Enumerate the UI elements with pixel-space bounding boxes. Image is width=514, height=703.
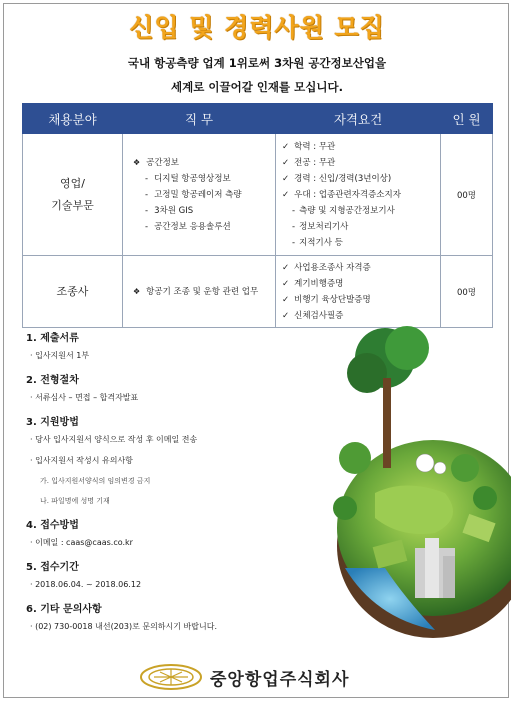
intro-line-1: 국내 항공측량 업계 1위로써 3차원 공간정보산업을 xyxy=(127,56,387,70)
duty-main: ❖ 항공기 조종 및 운항 관련 업무 xyxy=(133,284,274,300)
duty-item: - 공간정보 응용솔루션 xyxy=(133,219,274,235)
count-cell: 00명 xyxy=(441,134,493,256)
section-title: 1. 제출서류 xyxy=(26,333,79,344)
section-period xyxy=(26,559,356,592)
requirement-item: ✓ 비행기 육상단발증명 xyxy=(282,292,439,308)
intro-line-2: 세계로 이끌어갈 인재를 모십니다. xyxy=(171,80,343,94)
table-header-row xyxy=(23,104,493,134)
duty-item: - 3차원 GIS xyxy=(133,203,274,219)
header-count: 인 원 xyxy=(441,104,493,134)
table-row xyxy=(23,256,493,328)
section-item: · 입사지원서 작성시 유의사항 xyxy=(30,456,133,465)
section-item: · 당사 입사지원서 양식으로 작성 후 이메일 전송 xyxy=(30,435,198,444)
duty-item: - 고정밀 항공레이저 측량 xyxy=(133,187,274,203)
company-footer xyxy=(140,660,400,694)
duty-cell xyxy=(123,256,276,328)
requirements-cell xyxy=(276,134,441,256)
requirement-item: ✓ 경력 : 신입/경력(3년이상) xyxy=(282,171,439,187)
field-label: 영업/ xyxy=(60,176,85,190)
globe-illustration xyxy=(315,318,511,653)
section-item: · 2018.06.04. ~ 2018.06.12 xyxy=(30,580,142,589)
info-sections xyxy=(26,330,356,634)
requirement-item: ✓ 전공 : 무관 xyxy=(282,155,439,171)
poster-title: 신입 및 경력사원 모집 xyxy=(129,13,385,42)
field-cell: 조종사 xyxy=(23,256,123,328)
section-title: 5. 접수기간 xyxy=(26,562,79,573)
count-cell: 00명 xyxy=(441,256,493,328)
section-apply-method xyxy=(26,414,356,508)
section-inquiry xyxy=(26,601,356,634)
recruitment-table xyxy=(22,103,493,328)
table-row xyxy=(23,134,493,256)
requirement-sub-item: - 측량 및 지형공간정보기사 xyxy=(282,203,439,219)
duty-cell xyxy=(123,134,276,256)
duty-main: ❖ 공간정보 xyxy=(133,155,274,171)
section-title: 3. 지원방법 xyxy=(26,417,79,428)
field-cell xyxy=(23,134,123,256)
requirement-item: ✓ 사업용조종사 자격증 xyxy=(282,260,439,276)
section-documents xyxy=(26,330,356,363)
field-label: 기술부문 xyxy=(51,198,94,212)
duty-item: - 디지털 항공영상정보 xyxy=(133,171,274,187)
section-sub-item: 가. 입사지원서양식의 임의변경 금지 xyxy=(40,477,151,485)
requirement-item: ✓ 계기비행증명 xyxy=(282,276,439,292)
requirement-sub-item: - 지적기사 등 xyxy=(282,235,439,251)
requirement-item: ✓ 신체검사필증 xyxy=(282,308,439,324)
company-logo-icon xyxy=(140,664,202,690)
header-duty: 직 무 xyxy=(123,104,276,134)
section-item: · (02) 730-0018 내선(203)로 문의하시기 바랍니다. xyxy=(30,622,217,631)
section-item: · 서류심사 – 면접 – 합격자발표 xyxy=(30,393,139,402)
header-requirements: 자격요건 xyxy=(276,104,441,134)
requirement-sub-item: - 정보처리기사 xyxy=(282,219,439,235)
section-title: 4. 접수방법 xyxy=(26,520,79,531)
section-submission xyxy=(26,517,356,550)
email-text: · 이메일 : caas@caas.co.kr xyxy=(30,538,133,547)
section-sub-item: 나. 파일명에 성명 기재 xyxy=(40,497,110,505)
requirement-item: ✓ 학력 : 무관 xyxy=(282,139,439,155)
company-name: 중앙항업주식회사 xyxy=(210,669,350,690)
section-item: · 입사지원서 1부 xyxy=(30,351,90,360)
requirement-item: ✓ 우대 : 업종관련자격증소지자 xyxy=(282,187,439,203)
requirements-cell xyxy=(276,256,441,328)
section-title: 2. 전형절차 xyxy=(26,375,79,386)
section-title: 6. 기타 문의사항 xyxy=(26,604,102,615)
section-process xyxy=(26,372,356,405)
header-field: 채용분야 xyxy=(23,104,123,134)
